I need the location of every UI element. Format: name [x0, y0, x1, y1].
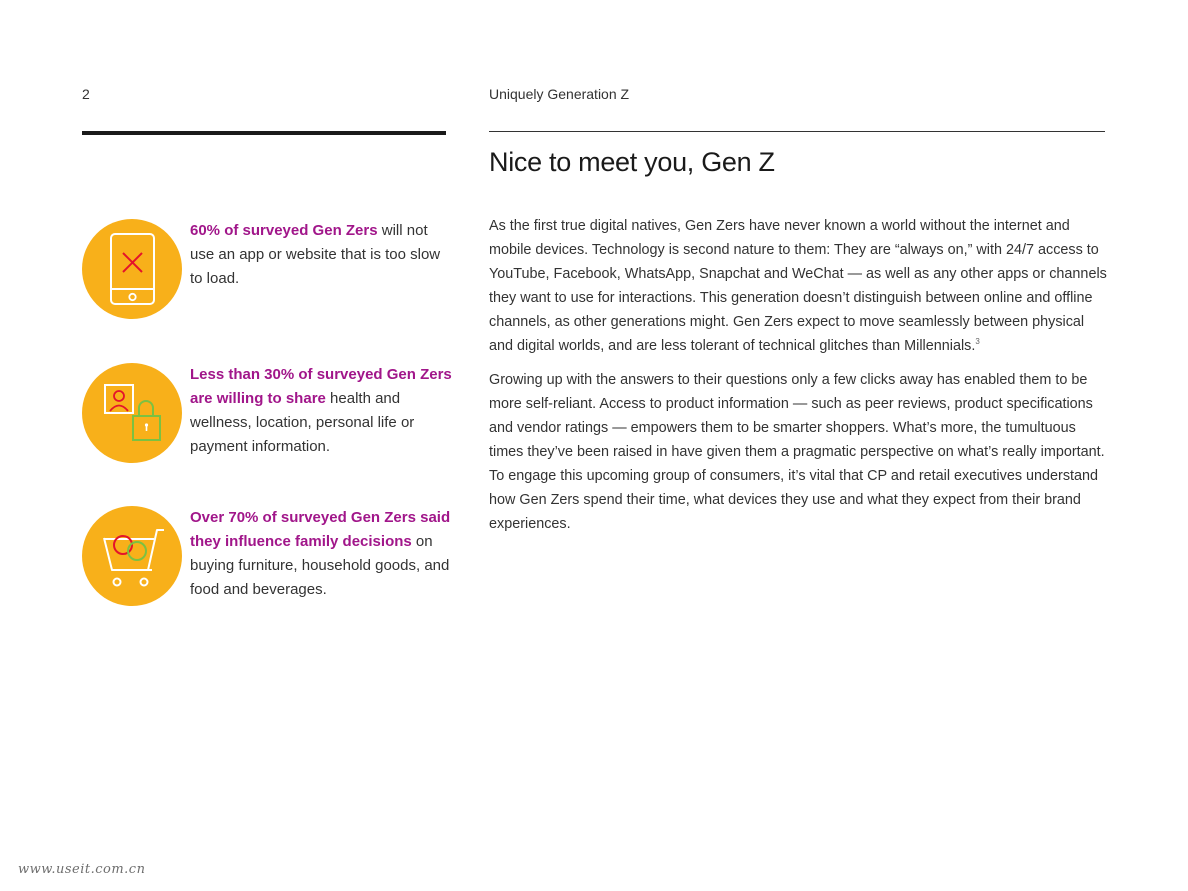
watermark: www.useit.com.cn [18, 862, 146, 877]
page-title: Nice to meet you, Gen Z [489, 147, 775, 177]
stat-family-influence [82, 506, 452, 606]
stat-highlight: 60% of surveyed Gen Zers [190, 222, 378, 239]
body-paragraph-2: Growing up with the answers to their questions only a few clicks away has enabled them to be more self-reliant. Access to product information — such as peer reviews, product specifications and vendor ratings — empowers them to be smarter shoppers. What’s more, the tumultuous times they’ve been raised in have given them a pragmatic perspective on what’s really important. To engage this upcoming group of consumers, it’s vital that CP and retail executives understand how Gen Zers spend their time, what devices they use and what they expect from their brand experiences. [489, 372, 1105, 532]
body-paragraph-1 [489, 214, 1107, 358]
right-column-rule [489, 131, 1105, 132]
page-number: 2 [82, 86, 90, 102]
shopping-cart-graphic [82, 506, 182, 606]
body-copy [489, 214, 1107, 546]
stat-highlight: Over 70% of surveyed Gen Zers said they influence family decisions [190, 509, 451, 550]
left-column-rule [82, 131, 446, 135]
stat-text [190, 219, 452, 291]
shopping-cart-icon [82, 506, 182, 606]
stat-text [190, 506, 452, 602]
footnote-marker: 3 [975, 337, 980, 347]
stat-highlight: Less than 30% of surveyed Gen Zers are willing to share [190, 366, 452, 407]
stat-text [190, 363, 452, 459]
profile-lock-graphic [82, 363, 182, 463]
stat-data-sharing [82, 363, 452, 463]
phone-x-graphic [82, 219, 182, 319]
stat-rest: health and wellness, location, personal life or payment information. [190, 390, 415, 455]
phone-x-icon [82, 219, 182, 319]
profile-lock-icon [82, 363, 182, 463]
stat-slow-apps [82, 219, 452, 319]
stat-rest: on buying furniture, household goods, and food and beverages. [190, 533, 450, 598]
running-title: Uniquely Generation Z [489, 86, 630, 102]
body-paragraph-1-text: As the first true digital natives, Gen Zers have never known a world without the internet and mobile devices. Technology is second nature to them: They are “always on,” with 24/7 access to YouTube, Facebook, WhatsApp, Snapchat and WeChat — as well as any other apps or channels they want to use for interactions. This generation doesn’t distinguish between online and offline channels, as other generations might. Gen Zers expect to move seamlessly between physical and digital worlds, and are less tolerant of technical glitches than Millennials. [489, 218, 1107, 354]
stat-rest: will not use an app or website that is too slow to load. [190, 222, 441, 287]
